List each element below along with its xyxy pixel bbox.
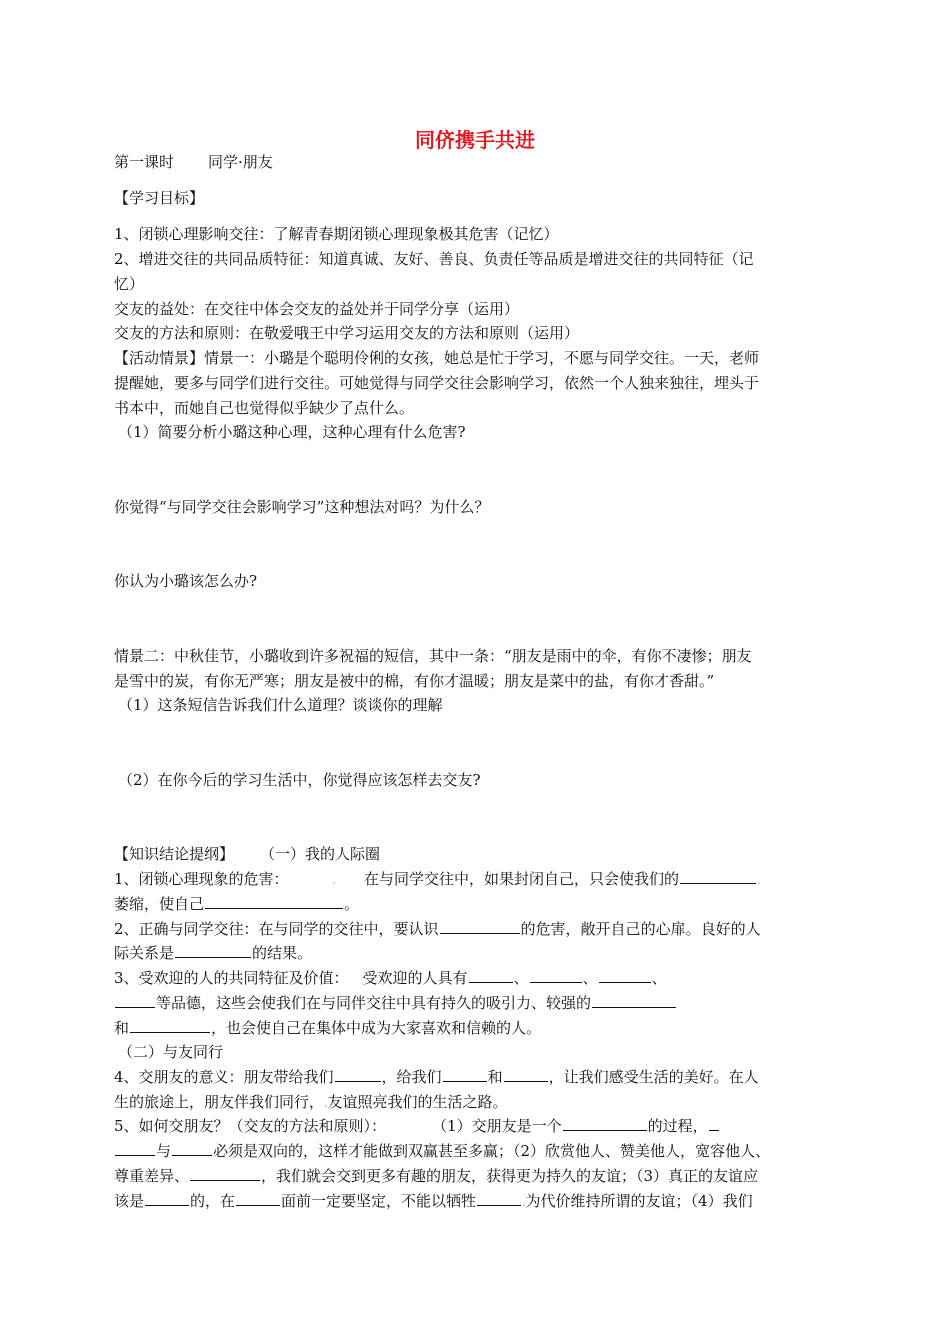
dot-mark: .: [522, 1196, 526, 1209]
lesson-topic: 同学·朋友: [208, 153, 273, 171]
dot-mark: .: [332, 874, 337, 887]
goal-item-2: 2、增进交往的共同品质特征：知道真诚、友好、善良、负责任等品质是增进交往的共同特征（记: [114, 250, 754, 268]
blank-field[interactable]: [130, 1017, 210, 1033]
blank-field[interactable]: [592, 992, 676, 1008]
goal-item-3: 交友的益处：在交往中体会交友的益处并于同学分享（运用）: [114, 300, 520, 318]
blank-field[interactable]: [115, 992, 155, 1008]
outline-item-3-end: 和 ，也会使自己在集体中成为大家喜欢和信赖的人。: [114, 1019, 542, 1037]
blank-field[interactable]: [680, 868, 756, 884]
lesson-label: 第一课时: [114, 153, 175, 171]
outline-item-3-cont: 等品德，这些会使我们在与同伴交往中具有持久的吸引力、较强的: [114, 992, 677, 1014]
blank-field[interactable]: [115, 1140, 155, 1156]
blank-field[interactable]: [477, 1190, 521, 1206]
document-title: 同侪携手共进: [415, 128, 535, 152]
outline-item-5-line-3: 尊重差异、 ，我们就会交到更多有趣的朋友，获得更为持久的友谊；（3）真正的友谊应: [114, 1167, 759, 1185]
outline-item-4: 4、交朋友的意义：朋友带给我们 ，给我们 和 ，让我们感受生活的美好。在人: [114, 1068, 759, 1086]
scene2-question-2: （2）在你今后的学习生活中，你觉得应该怎样去交友?: [118, 771, 481, 789]
outline-item-4-cont: 生的旅途上，朋友伴我们同行，.友谊照亮我们的生活之路。: [114, 1093, 508, 1111]
scene2-line-1: 情景二：中秋佳节，小璐收到许多祝福的短信，其中一条：“朋友是雨中的伞，有你不凄惨；朋友: [114, 647, 752, 665]
goal-item-1: 1、闭锁心理影响交往：了解青春期闭锁心理现象极其危害（记忆）: [114, 225, 559, 243]
scene2-question-1: （1）这条短信告诉我们什么道理？谈谈你的理解: [118, 696, 443, 714]
goal-item-2-cont: 忆）: [114, 275, 145, 293]
blank-field[interactable]: [443, 1066, 487, 1082]
scene1-question-1: （1）简要分析小璐这种心理，这种心理有什么危害?: [118, 423, 466, 441]
dot-mark: .: [324, 1097, 328, 1110]
outline-item-5: 5、如何交朋友？（交友的方法和原则）： （1）交朋友是一个 的过程，: [114, 1115, 720, 1137]
blank-field[interactable]: [530, 967, 582, 983]
scene2-line-2: 是雪中的炭，有你无严寒；朋友是被中的棉，有你才温暖；朋友是菜中的盐，有你才香甜。”: [114, 672, 715, 690]
outline-part-2: （二）与友同行: [118, 1043, 224, 1061]
outline-item-2: 2、正确与同学交往：在与同学的交往中，要认识 的危害，敞开自己的心扉。良好的人: [114, 920, 761, 938]
blank-field[interactable]: [504, 1066, 548, 1082]
blank-field[interactable]: [440, 918, 520, 934]
scene1-line-2: 提醒她，要多与同学们进行交往。可她觉得与同学交往会影响学习，依然一个人独来独往，埋头于: [114, 374, 760, 392]
outline-heading: 【知识结论提纲】: [114, 845, 235, 863]
outline-item-5-line-4: 该是 的，在 面前一定要坚定，不能以牺牲 .为代价维持所谓的友谊；（4）我们: [114, 1192, 753, 1210]
blank-field[interactable]: [190, 1165, 260, 1181]
scene1-line-3: 书本中，而她自己也觉得似乎缺少了点什么。: [114, 399, 415, 417]
blank-field[interactable]: [469, 967, 513, 983]
scene1-question-3: 你认为小璐该怎么办?: [114, 572, 258, 590]
outline-heading-line: [114, 843, 380, 865]
blank-field[interactable]: [145, 1190, 189, 1206]
blank-field[interactable]: [236, 1190, 280, 1206]
goal-item-4: 交友的方法和原则：在敬爱哦王中学习运用交友的方法和原则（运用）: [114, 324, 580, 342]
blank-field[interactable]: [599, 967, 651, 983]
scene1-line-1: 【活动情景】情景一：小璐是个聪明伶俐的女孩，她总是忙于学习，不愿与同学交往。一天，老师: [114, 349, 760, 367]
outline-item-2-cont: 际关系是 的结果。: [114, 944, 313, 962]
goals-heading: 【学习目标】: [114, 189, 205, 207]
blank-field[interactable]: [175, 942, 251, 958]
outline-item-3: 3、受欢迎的人的共同特征及价值： 受欢迎的人具有 、 、 、: [114, 969, 667, 987]
blank-field[interactable]: [335, 1066, 381, 1082]
outline-part-1: （一）我的人际圈: [260, 845, 381, 863]
blank-field[interactable]: [172, 1140, 212, 1156]
outline-item-5-cont: 与 必须是双向的，这样才能做到双赢甚至多赢；（2）欣赏他人、赞美他人，宽容他人、: [114, 1140, 770, 1162]
blank-field[interactable]: [205, 893, 343, 909]
scene1-question-2: 你觉得“与同学交往会影响学习”这种想法对吗？为什么？: [114, 498, 490, 516]
dot-mark: .: [757, 874, 761, 887]
blank-field[interactable]: [709, 1115, 719, 1131]
outline-item-1-cont: 萎缩，使自己 。: [114, 895, 360, 913]
blank-field[interactable]: [563, 1115, 647, 1131]
outline-item-1: 1、闭锁心理现象的危害： . 在与同学交往中，如果封闭自己，只会使我们的 .: [114, 870, 761, 888]
lesson-line: [114, 151, 273, 173]
